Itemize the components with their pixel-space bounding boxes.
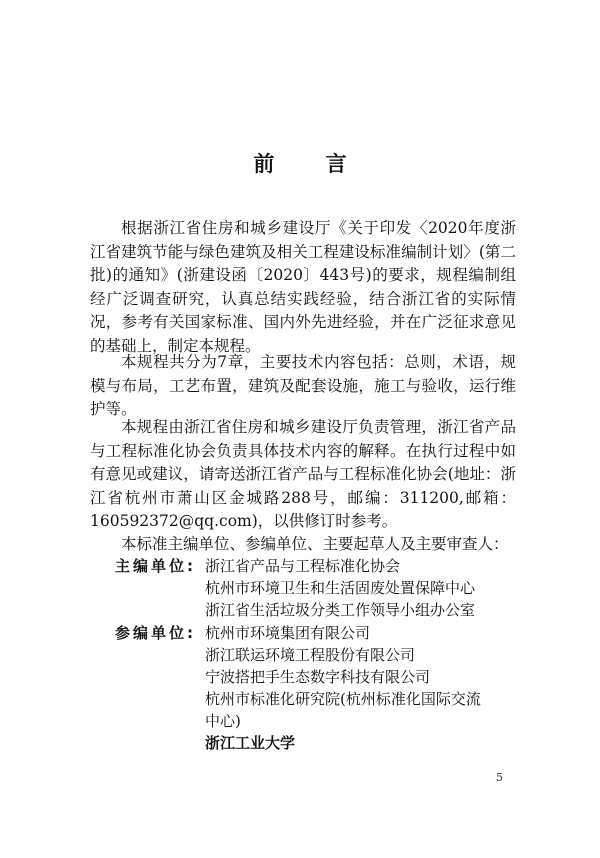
participant-org: 宁波搭把手生态数字科技有限公司 (205, 668, 431, 686)
paragraph-management (90, 416, 516, 534)
chief-editor-label: 主编单位: (115, 557, 196, 575)
participant-org: 浙江工业大学 (205, 734, 296, 752)
chief-editor-org: 浙江省产品与工程标准化协会 (205, 557, 401, 575)
chief-editor-org: 杭州市环境卫生和生活固废处置保障中心 (205, 579, 476, 597)
participant-org: 杭州市环境集团有限公司 (205, 624, 371, 642)
paragraph-units-intro (90, 533, 516, 557)
paragraph-text: 本规程共分为7章，主要技术内容包括：总则，术语，规模与布局，工艺布置，建筑及配套设施，施工与验收，运行维护等。 (90, 353, 516, 419)
paragraph-contents (90, 351, 516, 422)
paragraph-basis (90, 217, 516, 359)
participants-label: 参编单位: (115, 624, 196, 642)
paragraph-text: 根据浙江省住房和城乡建设厅《关于印发〈2020年度浙江省建筑节能与绿色建筑及相关工程建设标准编制计划〉(第二批)的通知》(浙建设函〔2020〕443号)的要求，规程编制组经广泛调查研究，认真总结实践经验，结合浙江省的实际情况，参考有关国家标准、国内外先进经验，并在广泛征求意见的基础上，制定本规程。 (90, 219, 516, 355)
paragraph-text: 本规程由浙江省住房和城乡建设厅负责管理，浙江省产品与工程标准化协会负责具体技术内容的解释。在执行过程中如有意见或建议，请寄送浙江省产品与工程标准化协会(地址：浙江省杭州市萧山区金城路288号，邮编：311200,邮箱：160592372@qq.com)，以供修订时参考。 (90, 418, 516, 531)
page-title: 前 言 (253, 152, 369, 176)
participant-org: 浙江联运环境工程股份有限公司 (205, 646, 416, 664)
participant-org: 中心) (205, 712, 241, 730)
chief-editor-org: 浙江省生活垃圾分类工作领导小组办公室 (205, 601, 476, 619)
page-number: 5 (496, 771, 503, 784)
paragraph-text: 本标准主编单位、参编单位、主要起草人及主要审查人： (121, 535, 509, 553)
participant-org: 杭州市标准化研究院(杭州标准化国际交流 (205, 690, 481, 708)
